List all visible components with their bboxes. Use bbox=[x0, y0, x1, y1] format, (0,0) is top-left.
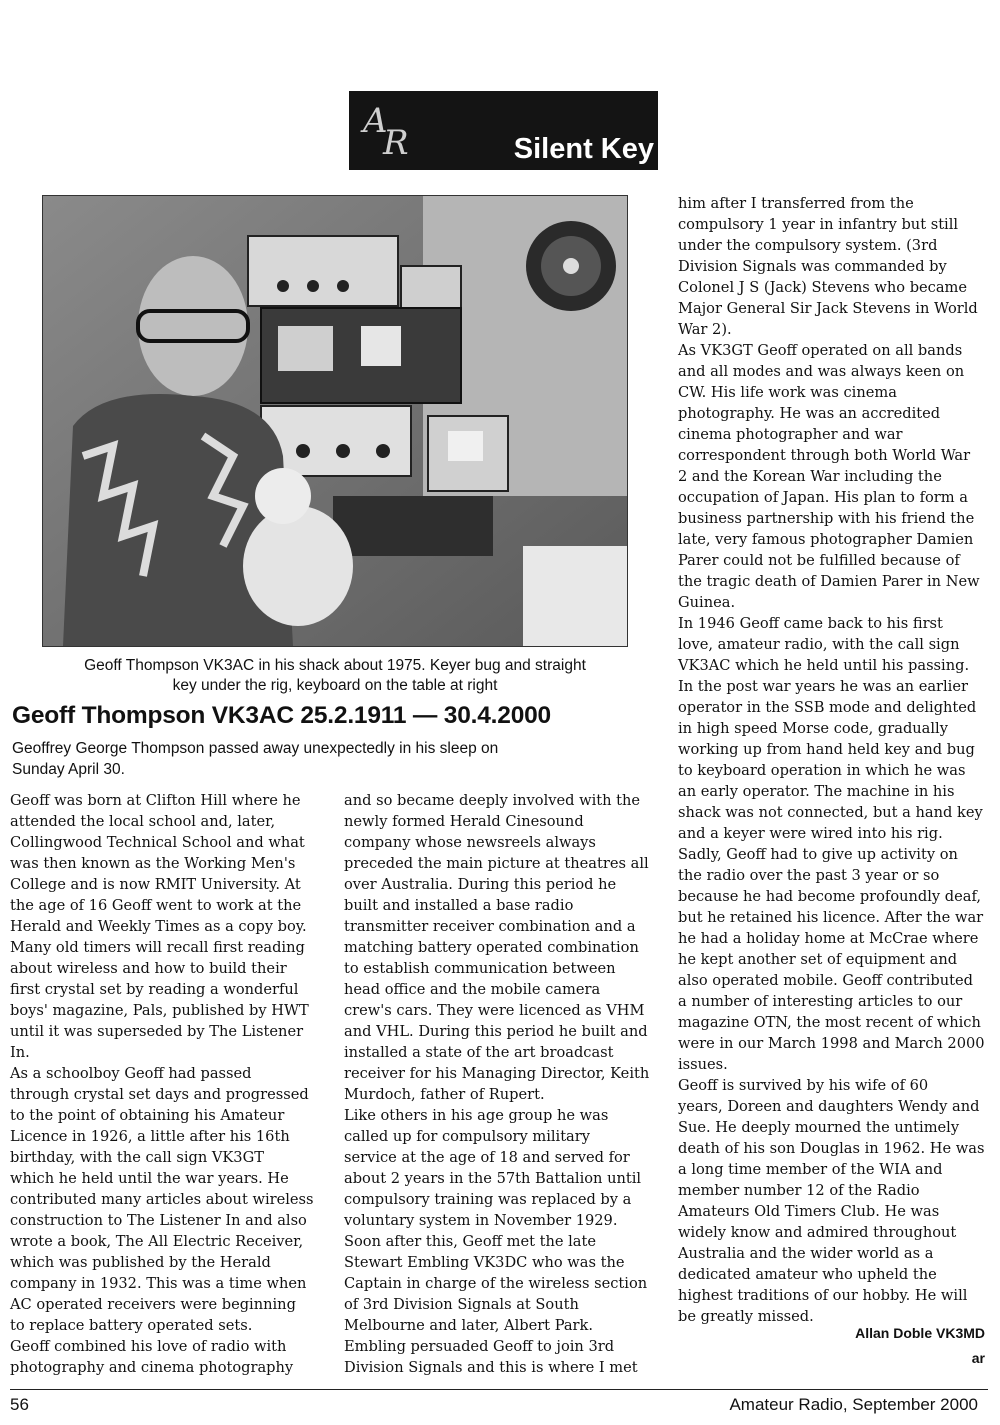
text-line: love, amateur radio, with the call sign bbox=[678, 636, 960, 653]
end-mark: ar bbox=[971, 1350, 985, 1366]
text-line: were in our March 1998 and March 2000 bbox=[678, 1035, 985, 1052]
text-line: Australia and the wider world as a bbox=[678, 1245, 934, 1262]
text-column-1 bbox=[10, 790, 325, 1378]
text-line: construction to The Listener In and also bbox=[10, 1212, 307, 1229]
text-line: VK3AC which he held until his passing. bbox=[678, 657, 970, 674]
text-line: As a schoolboy Geoff had passed bbox=[10, 1065, 252, 1082]
text-line: Herald and Weekly Times as a copy boy. bbox=[10, 918, 307, 935]
text-line: Geoff was born at Clifton Hill where he bbox=[10, 792, 301, 809]
text-line: installed a state of the art broadcast bbox=[344, 1044, 614, 1061]
text-line: head office and the mobile camera bbox=[344, 981, 601, 998]
text-column-3 bbox=[678, 193, 988, 1327]
photo-caption bbox=[30, 656, 640, 696]
text-line: receiver for his Managing Director, Keith bbox=[344, 1065, 650, 1082]
text-line: photography. He was an accredited bbox=[678, 405, 941, 422]
text-line: Amateurs Old Timers Club. He was bbox=[678, 1203, 940, 1220]
text-line: Licence in 1926, a little after his 16th bbox=[10, 1128, 290, 1145]
text-line: built and installed a base radio bbox=[344, 897, 574, 914]
text-line: shack was not connected, but a hand key bbox=[678, 804, 983, 821]
text-line: contributed many articles about wireless bbox=[10, 1191, 314, 1208]
magazine-issue: Amateur Radio, September 2000 bbox=[729, 1395, 978, 1414]
text-line: boys' magazine, Pals, published by HWT bbox=[10, 1002, 309, 1019]
text-line: In 1946 Geoff came back to his first bbox=[678, 615, 943, 632]
text-line: until it was superseded by The Listener bbox=[10, 1023, 304, 1040]
article-intro bbox=[12, 738, 652, 780]
text-line: about 2 years in the 57th Battalion until bbox=[344, 1170, 642, 1187]
logo-letter-r: R bbox=[383, 123, 409, 163]
text-line: operator in the SSB mode and delighted bbox=[678, 699, 977, 716]
text-line: first crystal set by reading a wonderful bbox=[10, 981, 299, 998]
text-line: Division Signals and this is where I met bbox=[344, 1359, 638, 1376]
text-line: As VK3GT Geoff operated on all bands bbox=[678, 342, 963, 359]
text-line: crew's cars. They were licenced as VHM bbox=[344, 1002, 645, 1019]
text-line: death of his son Douglas in 1962. He was bbox=[678, 1140, 985, 1157]
text-line: Collingwood Technical School and what bbox=[10, 834, 305, 851]
text-line: company in 1932. This was a time when bbox=[10, 1275, 307, 1292]
text-line: Colonel J S (Jack) Stevens who became bbox=[678, 279, 968, 296]
text-line: Geoff is survived by his wife of 60 bbox=[678, 1077, 929, 1094]
text-line: Embling persuaded Geoff to join 3rd bbox=[344, 1338, 615, 1355]
text-line: Major General Sir Jack Stevens in World bbox=[678, 300, 978, 317]
text-line: which was published by the Herald bbox=[10, 1254, 271, 1271]
text-line: service at the age of 18 and served for bbox=[344, 1149, 630, 1166]
text-line: transmitter receiver combination and a bbox=[344, 918, 636, 935]
text-line: 2 and the Korean War including the bbox=[678, 468, 942, 485]
text-line: AC operated receivers were beginning bbox=[10, 1296, 296, 1313]
text-line: Like others in his age group he was bbox=[344, 1107, 609, 1124]
text-line: preceded the main picture at theatres all bbox=[344, 855, 649, 872]
text-line: CW. His life work was cinema bbox=[678, 384, 897, 401]
text-line: Sue. He deeply mourned the untimely bbox=[678, 1119, 960, 1136]
text-line: voluntary system in November 1929. bbox=[344, 1212, 618, 1229]
text-line: which he held until the war years. He bbox=[10, 1170, 289, 1187]
text-line: in high speed Morse code, gradually bbox=[678, 720, 948, 737]
text-line: Geoff combined his love of radio with bbox=[10, 1338, 287, 1355]
text-line: attended the local school and, later, bbox=[10, 813, 276, 830]
text-line: the tragic death of Damien Parer in New bbox=[678, 573, 980, 590]
text-line: In the post war years he was an earlier bbox=[678, 678, 968, 695]
text-line: In. bbox=[10, 1044, 30, 1061]
text-line: to keyboard operation in which he was bbox=[678, 762, 966, 779]
text-line: correspondent through both World War bbox=[678, 447, 971, 464]
text-line: issues. bbox=[678, 1056, 728, 1073]
text-line: and all modes and was always keen on bbox=[678, 363, 965, 380]
text-line: to replace battery operated sets. bbox=[10, 1317, 253, 1334]
photo-of-man-with-radio-equipment-icon bbox=[43, 196, 627, 646]
footer-rule bbox=[10, 1389, 988, 1390]
intro-line: Sunday April 30. bbox=[12, 761, 125, 778]
article-headline: Geoff Thompson VK3AC 25.2.1911 — 30.4.2000 bbox=[12, 702, 551, 729]
text-line: over Australia. During this period he bbox=[344, 876, 617, 893]
text-line: about wireless and how to build their bbox=[10, 960, 287, 977]
text-line: but he retained his licence. After the war bbox=[678, 909, 984, 926]
text-line: College and is now RMIT University. At bbox=[10, 876, 301, 893]
text-line: Murdoch, father of Rupert. bbox=[344, 1086, 545, 1103]
text-line: working up from hand held key and bug bbox=[678, 741, 975, 758]
text-line: a number of interesting articles to our bbox=[678, 993, 963, 1010]
ar-logo bbox=[359, 101, 419, 161]
text-line: Many old timers will recall first reading bbox=[10, 939, 305, 956]
text-line: War 2). bbox=[678, 321, 732, 338]
text-line: Parer could not be fulfilled because of bbox=[678, 552, 960, 569]
caption-line: key under the rig, keyboard on the table at right bbox=[172, 677, 498, 694]
text-line: years, Doreen and daughters Wendy and bbox=[678, 1098, 980, 1115]
text-line: magazine OTN, the most recent of which bbox=[678, 1014, 981, 1031]
text-line: widely know and admired throughout bbox=[678, 1224, 957, 1241]
section-banner bbox=[349, 91, 658, 170]
text-line: him after I transferred from the bbox=[678, 195, 914, 212]
text-line: business partnership with his friend the bbox=[678, 510, 975, 527]
text-line: Sadly, Geoff had to give up activity on bbox=[678, 846, 958, 863]
text-line: cinema photographer and war bbox=[678, 426, 903, 443]
text-line: Soon after this, Geoff met the late bbox=[344, 1233, 596, 1250]
text-line: also operated mobile. Geoff contributed bbox=[678, 972, 973, 989]
text-line: compulsory training was replaced by a bbox=[344, 1191, 632, 1208]
text-line: dedicated amateur who upheld the bbox=[678, 1266, 937, 1283]
text-line: member number 12 of the Radio bbox=[678, 1182, 920, 1199]
text-line: be greatly missed. bbox=[678, 1308, 814, 1325]
text-line: Melbourne and later, Albert Park. bbox=[344, 1317, 594, 1334]
text-line: birthday, with the call sign VK3GT bbox=[10, 1149, 264, 1166]
text-line: the radio over the past 3 year or so bbox=[678, 867, 940, 884]
text-line: was then known as the Working Men's bbox=[10, 855, 296, 872]
text-line: occupation of Japan. His plan to form a bbox=[678, 489, 968, 506]
text-line: highest traditions of our hobby. He will bbox=[678, 1287, 968, 1304]
text-line: and a keyer were wired into his rig. bbox=[678, 825, 943, 842]
logo-letter-a: A bbox=[363, 101, 388, 141]
text-line: of 3rd Division Signals at South bbox=[344, 1296, 579, 1313]
text-line: Guinea. bbox=[678, 594, 736, 611]
text-line: and VHL. During this period he built and bbox=[344, 1023, 648, 1040]
article-photo bbox=[42, 195, 628, 647]
text-line: to the point of obtaining his Amateur bbox=[10, 1107, 285, 1124]
text-line: and so became deeply involved with the bbox=[344, 792, 641, 809]
text-line: under the compulsory system. (3rd bbox=[678, 237, 938, 254]
page-number: 56 bbox=[10, 1395, 29, 1414]
text-line: to establish communication between bbox=[344, 960, 616, 977]
text-line: company whose newsreels always bbox=[344, 834, 596, 851]
text-line: an early operator. The machine in his bbox=[678, 783, 955, 800]
text-line: late, very famous photographer Damien bbox=[678, 531, 974, 548]
text-line: newly formed Herald Cinesound bbox=[344, 813, 584, 830]
text-line: wrote a book, The All Electric Receiver, bbox=[10, 1233, 304, 1250]
text-line: he had a holiday home at McCrae where bbox=[678, 930, 979, 947]
caption-line: Geoff Thompson VK3AC in his shack about 1975. Keyer bug and straight bbox=[84, 657, 586, 674]
text-line: a long time member of the WIA and bbox=[678, 1161, 943, 1178]
text-line: compulsory 1 year in infantry but still bbox=[678, 216, 959, 233]
text-line: Captain in charge of the wireless section bbox=[344, 1275, 648, 1292]
text-line: Stewart Embling VK3DC who was the bbox=[344, 1254, 625, 1271]
text-line: because he had become profoundly deaf, bbox=[678, 888, 982, 905]
text-line: matching battery operated combination bbox=[344, 939, 639, 956]
text-line: he kept another set of equipment and bbox=[678, 951, 958, 968]
text-line: called up for compulsory military bbox=[344, 1128, 590, 1145]
section-title: Silent Key bbox=[513, 133, 654, 165]
intro-line: Geoffrey George Thompson passed away unexpectedly in his sleep on bbox=[12, 740, 499, 757]
text-line: through crystal set days and progressed bbox=[10, 1086, 309, 1103]
text-column-2 bbox=[344, 790, 656, 1378]
text-line: the age of 16 Geoff went to work at the bbox=[10, 897, 302, 914]
author-signature: Allan Doble VK3MD bbox=[855, 1325, 985, 1341]
text-line: Division Signals was commanded by bbox=[678, 258, 947, 275]
text-line: photography and cinema photography bbox=[10, 1359, 294, 1376]
